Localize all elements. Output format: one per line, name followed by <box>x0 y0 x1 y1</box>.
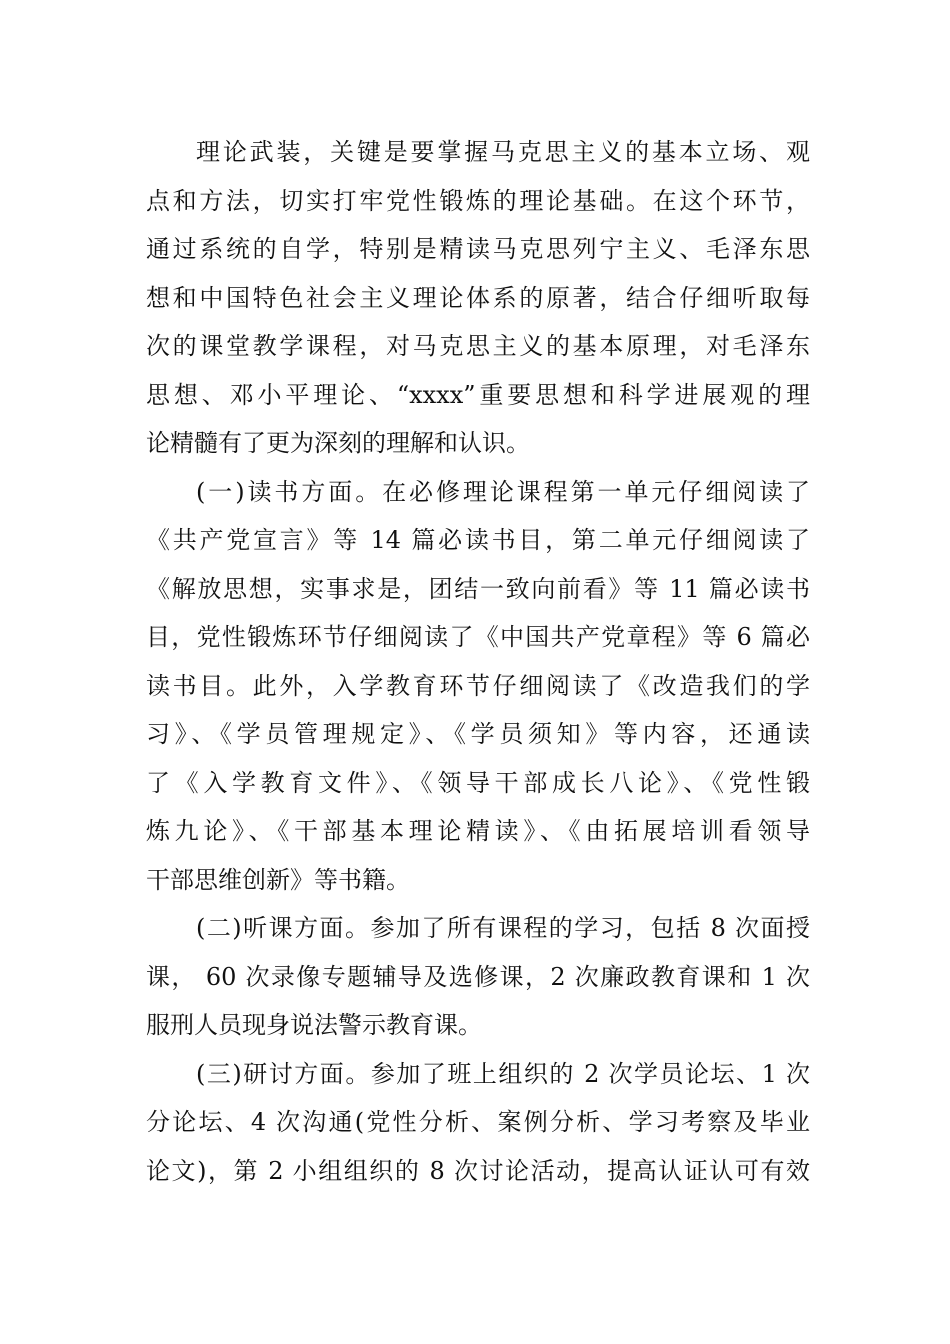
paragraph-line: 论精髓有了更为深刻的理解和认识。 <box>146 429 530 457</box>
paragraph-line: 论文)，第 2 小组组织的 8 次讨论活动，提高认证认可有效 <box>146 1156 810 1185</box>
paragraph-line: 思想、邓小平理论、“xxxx”重要思想和科学进展观的理 <box>146 380 810 409</box>
paragraph-line: 次的课堂教学课程，对马克思主义的基本原理，对毛泽东 <box>146 332 810 360</box>
paragraph-line: 读书目。此外，入学教育环节仔细阅读了《改造我们的学 <box>146 671 810 700</box>
paragraph-line: 《共产党宣言》等 14 篇必读书目，第二单元仔细阅读了 <box>146 526 810 554</box>
paragraph-line: 了《入学教育文件》、《领导干部成长八论》、《党性锻 <box>146 768 810 797</box>
paragraph-line: 干部思维创新》等书籍。 <box>146 865 410 894</box>
paragraph-line: 分论坛、4 次沟通(党性分析、案例分析、学习考察及毕业 <box>146 1108 810 1136</box>
paragraph-line: 炼九论》、《干部基本理论精读》、《由拓展培训看领导 <box>146 817 810 845</box>
paragraph-line: 服刑人员现身说法警示教育课。 <box>146 1011 482 1039</box>
paragraph-line: 目，党性锻炼环节仔细阅读了《中国共产党章程》等 6 篇必 <box>146 623 810 651</box>
paragraph-line: 课， 60 次录像专题辅导及选修课，2 次廉政教育课和 1 次 <box>146 962 810 991</box>
paragraph-line: 点和方法，切实打牢党性锻炼的理论基础。在这个环节， <box>146 186 810 215</box>
paragraph-line: (二)听课方面。参加了所有课程的学习，包括 8 次面授 <box>196 914 810 942</box>
paragraph-line: (三)研讨方面。参加了班上组织的 2 次学员论坛、1 次 <box>196 1059 810 1088</box>
paragraph-line: (一)读书方面。在必修理论课程第一单元仔细阅读了 <box>196 477 810 506</box>
paragraph-discussion <box>146 1050 810 1196</box>
paragraph-line: 通过系统的自学，特别是精读马克思列宁主义、毛泽东思 <box>146 235 810 263</box>
document-body <box>146 128 810 1195</box>
paragraph-theory <box>146 128 810 468</box>
paragraph-line: 习》、《学员管理规定》、《学员须知》等内容，还通读 <box>146 720 810 748</box>
paragraph-lectures <box>146 904 810 1050</box>
paragraph-line: 理论武装，关键是要掌握马克思主义的基本立场、观 <box>196 138 810 166</box>
paragraph-line: 想和中国特色社会主义理论体系的原著，结合仔细听取每 <box>146 283 810 312</box>
paragraph-reading <box>146 468 810 905</box>
paragraph-line: 《解放思想，实事求是，团结一致向前看》等 11 篇必读书 <box>146 574 810 603</box>
